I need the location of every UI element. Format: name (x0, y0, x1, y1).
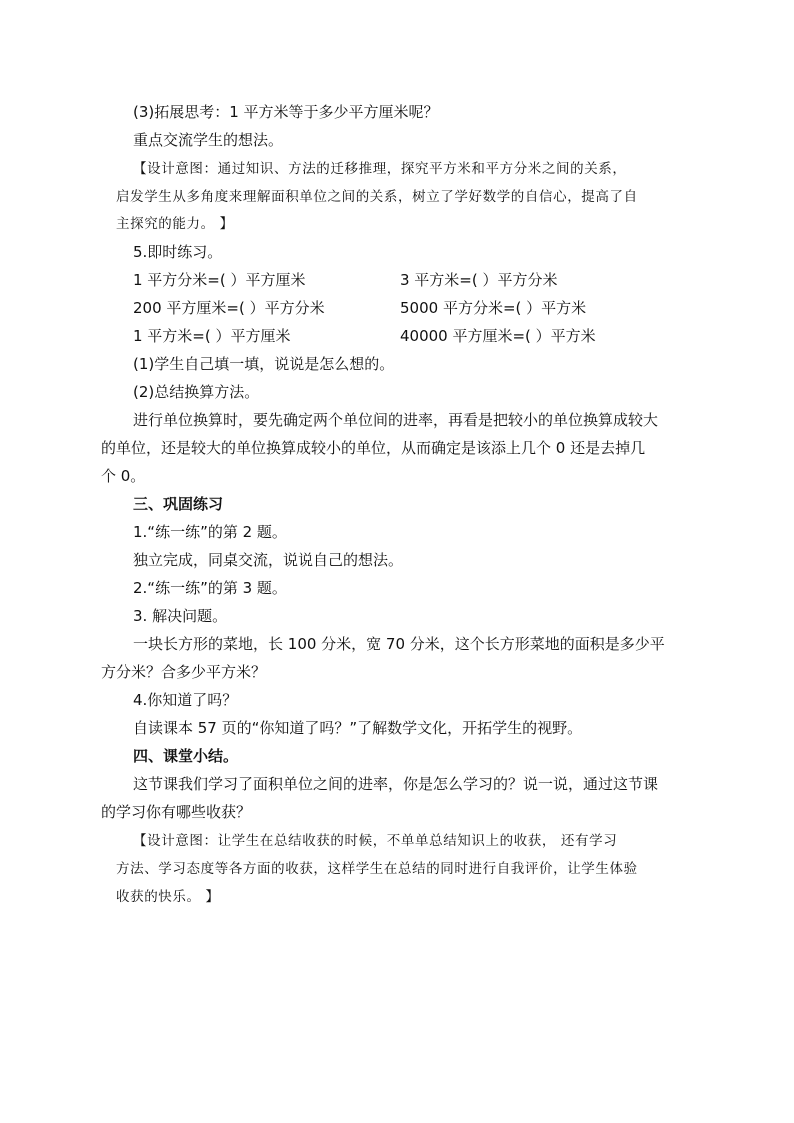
exercise-left: 200 平方厘米=( ）平方分米 (133, 299, 325, 317)
consolidation-item-2: 2.“练一练”的第 3 题。 (133, 579, 287, 597)
problem-text-line: 方分米？合多少平方米？ (101, 663, 267, 681)
summary-design-note-line: 方法、学习态度等各方面的收获，这样学生在总结的同时进行自我评价，让学生体验 (116, 861, 638, 877)
consolidation-heading: 三、巩固练习 (133, 495, 224, 513)
summary-heading: 四、课堂小结。 (133, 747, 239, 765)
practice-heading: 5.即时练习。 (133, 243, 223, 261)
summary-design-note-line: 【设计意图：让学生在总结收获的时候，不单单总结知识上的收获， 还有学习 (133, 833, 618, 849)
method-text-line: 进行单位换算时，要先确定两个单位间的进率，再看是把较小的单位换算成较大 (133, 411, 659, 429)
practice-step-2: (2)总结换算方法。 (133, 383, 260, 401)
exercise-right: 3 平方米=( ）平方分米 (400, 271, 558, 289)
exercise-left: 1 平方分米=( ）平方厘米 (133, 271, 306, 289)
consolidation-item-4: 4.你知道了吗？ (133, 691, 238, 709)
design-note-line: 启发学生从多角度来理解面积单位之间的关系，树立了学好数学的自信心，提高了自 (116, 189, 638, 205)
design-note-line: 主探究的能力。 】 (116, 216, 234, 232)
consolidation-item-1: 1.“练一练”的第 2 题。 (133, 523, 287, 541)
problem-text-line: 一块长方形的菜地，长 100 分米，宽 70 分米，这个长方形菜地的面积是多少平 (133, 635, 665, 653)
method-text-line: 个 0。 (101, 467, 146, 485)
focus-text: 重点交流学生的想法。 (133, 131, 284, 149)
consolidation-item-3: 3. 解决问题。 (133, 607, 228, 625)
extension-question: (3)拓展思考：1 平方米等于多少平方厘米呢？ (133, 103, 439, 121)
practice-step-1: (1)学生自己填一填，说说是怎么想的。 (133, 355, 395, 373)
summary-text-line: 的学习你有哪些收获？ (101, 803, 252, 821)
exercise-right: 5000 平方分米=( ）平方米 (400, 299, 587, 317)
summary-design-note-line: 收获的快乐。 】 (116, 889, 220, 905)
method-text-line: 的单位，还是较大的单位换算成较小的单位，从而确定是该添上几个 0 还是去掉几 (101, 439, 646, 457)
consolidation-item-4-detail: 自读课本 57 页的“你知道了吗？”了解数学文化，开拓学生的视野。 (133, 719, 583, 737)
design-note-line: 【设计意图：通过知识、方法的迁移推理，探究平方米和平方分米之间的关系， (133, 161, 627, 177)
exercise-right: 40000 平方厘米=( ）平方米 (400, 327, 596, 345)
exercise-left: 1 平方米=( ）平方厘米 (133, 327, 291, 345)
consolidation-item-1-detail: 独立完成，同桌交流，说说自己的想法。 (133, 551, 404, 569)
summary-text-line: 这节课我们学习了面积单位之间的进率，你是怎么学习的？说一说，通过这节课 (133, 775, 659, 793)
